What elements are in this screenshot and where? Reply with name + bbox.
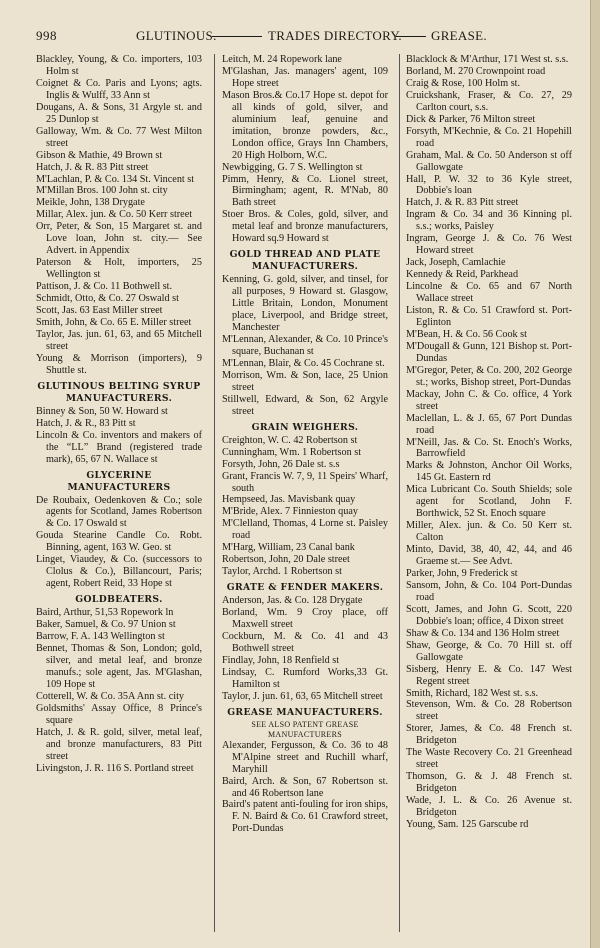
directory-entry: M'Dougall & Gunn, 121 Bishop st. Port-Dundas	[406, 340, 572, 364]
section-cross-reference: SEE ALSO PATENT GREASE MANUFACTURERS	[251, 719, 359, 739]
directory-entry: Hatch, J. & R. gold, silver, metal leaf, and bronze manufacturers, 83 Pitt street	[36, 726, 202, 762]
directory-entry: Goldsmiths' Assay Office, 8 Prince's square	[36, 702, 202, 726]
directory-entry: Schmidt, Otto, & Co. 27 Oswald st	[36, 293, 179, 305]
directory-entry: Alexander, Fergusson, & Co. 36 to 48 M'Alpine street and Ruchill wharf, Maryhill	[222, 739, 388, 775]
directory-entry: Graham, Mal. & Co. 50 Anderson st off Gallowgate	[406, 149, 572, 173]
directory-entry: Stoer Bros. & Coles, gold, silver, and metal leaf and bronze manufacturers, Howard sq.9 Howard st	[222, 209, 388, 245]
header-section-end: GREASE.	[431, 28, 487, 43]
directory-entry: Baker, Samuel, & Co. 97 Union st	[36, 619, 176, 631]
section-heading: GOLDBEATERS.	[75, 594, 163, 606]
directory-entry: Stevenson, Wm. & Co. 28 Robertson street	[406, 699, 572, 723]
section-heading: GRATE & FENDER MAKERS.	[226, 582, 384, 594]
directory-entry: Grant, Francis W. 7, 9, 11 Speirs' Wharf, south	[222, 470, 388, 494]
section-heading: GLYCERINE MANUFACTURERS	[67, 469, 171, 493]
directory-entry: Miller, Alex. jun. & Co. 50 Kerr st. Calton	[406, 520, 572, 544]
header-rule-left	[212, 36, 262, 37]
directory-entry: Millar, Alex. jun. & Co. 50 Kerr street	[36, 209, 193, 221]
directory-entry: Blackley, Young, & Co. importers, 103 Holm st	[36, 54, 202, 77]
directory-entry: Mackay, John C. & Co. office, 4 York street	[406, 388, 572, 412]
directory-entry: Baird's patent anti-fouling for iron ships, F. N. Baird & Co. 61 Crawford street, Port-Dundas	[222, 799, 388, 835]
directory-entry: Parker, John, 9 Frederick st	[406, 567, 518, 579]
directory-entry: Minto, David, 38, 40, 42, 44, and 46 Graeme st.— See Advt.	[406, 544, 572, 568]
directory-entry: Hempseed, Jas. Mavisbank quay	[222, 494, 356, 506]
directory-entry: Storer, James, & Co. 48 French st. Bridgeton	[406, 723, 572, 747]
directory-entry: Maclellan, L. & J. 65, 67 Port Dundas road	[406, 412, 572, 436]
directory-entry: Taylor, Archd. 1 Robertson st	[222, 566, 342, 578]
directory-entry: Cunningham, Wm. 1 Robertson st	[222, 446, 362, 458]
directory-entry: Ingram & Co. 34 and 36 Kinning pl. s.s.; works, Paisley	[406, 209, 572, 233]
header-title: TRADES DIRECTORY.	[268, 28, 402, 43]
directory-entry: Barrow, F. A. 143 Wellington st	[36, 631, 165, 643]
directory-entry: Cruickshank, Fraser, & Co. 27, 29 Carlton court, s.s.	[406, 89, 572, 113]
directory-entry: M'Neill, Jas. & Co. St. Enoch's Works, Barrowfield	[406, 436, 572, 460]
section-heading: GLUTINOUS BELTING SYRUP MANUFACTURERS.	[37, 380, 201, 404]
directory-entry: Stillwell, Edward, & Son, 62 Argyle street	[222, 393, 388, 417]
column-divider-1	[214, 54, 215, 932]
directory-entry: Hall, P. W. 32 to 36 Kyle street, Dobbie's loan	[406, 173, 572, 197]
directory-entry: Gibson & Mathie, 49 Brown st	[36, 149, 163, 161]
directory-entry: Jack, Joseph, Camlachie	[406, 257, 506, 269]
directory-entry: M'Lachlan, P. & Co. 134 St. Vincent st	[36, 173, 195, 185]
directory-entry: Sisberg, Henry E. & Co. 147 West Regent street	[406, 663, 572, 687]
directory-entry: Shaw, George, & Co. 70 Hill st. off Gallowgate	[406, 639, 572, 663]
directory-entry: Smith, Richard, 182 West st. s.s.	[406, 687, 538, 699]
directory-entry: M'Bean, H. & Co. 56 Cook st	[406, 328, 527, 340]
directory-entry: Wade, J. L. & Co. 26 Avenue st. Bridgeton	[406, 795, 572, 819]
directory-entry: Lincoln & Co. inventors and makers of the “LL” Brand (registered trade mark), 65, 67 N. Wallace st	[36, 429, 202, 465]
directory-entry: Young, Sam. 125 Garscube rd	[406, 819, 529, 830]
header-section-start: GLUTINOUS.	[136, 28, 217, 43]
directory-entry: Forsyth, M'Kechnie, & Co. 21 Hopehill road	[406, 125, 572, 149]
directory-entry: Borland, Wm. 9 Croy place, off Maxwell street	[222, 607, 388, 631]
directory-entry: Orr, Peter, & Son, 15 Margaret st. and Love loan, John st. city.— See Advert. in Appendix	[36, 221, 202, 257]
directory-entry: Livingston, J. R. 116 S. Portland street	[36, 762, 194, 774]
section-heading: GREASE MANUFACTURERS.	[227, 706, 383, 718]
directory-entry: Craig & Rose, 100 Holm st.	[406, 77, 521, 89]
directory-entry: Dick & Parker, 76 Milton street	[406, 113, 536, 125]
directory-entry: Gouda Stearine Candle Co. Robt. Binning, agent, 163 W. Geo. st	[36, 530, 202, 554]
column-1	[36, 54, 202, 774]
directory-entry: Ingram, George J. & Co. 76 West Howard street	[406, 233, 572, 257]
directory-entry: M'Gregor, Peter, & Co. 200, 202 George st.; works, Bishop street, Port-Dundas	[406, 364, 572, 388]
directory-entry: Hatch, J. & R. 83 Pitt street	[406, 197, 519, 209]
directory-entry: Borland, M. 270 Crownpoint road	[406, 65, 546, 77]
directory-entry: Cotterell, W. & Co. 35A Ann st. city	[36, 690, 185, 702]
directory-entry: M'Harg, William, 23 Canal bank	[222, 542, 355, 554]
directory-entry: Marks & Johnston, Anchor Oil Works, 145 Gt. Eastern rd	[406, 460, 572, 484]
directory-entry: Taylor, Jas. jun. 61, 63, and 65 Mitchell street	[36, 328, 202, 352]
column-2	[222, 54, 388, 835]
directory-entry: Forsyth, John, 26 Dale st. s.s	[222, 458, 340, 470]
directory-entry: Anderson, Jas. & Co. 128 Drygate	[222, 595, 363, 607]
directory-entry: The Waste Recovery Co. 21 Greenhead street	[406, 747, 572, 771]
directory-entry: Meikle, John, 138 Drygate	[36, 197, 145, 209]
directory-entry: Scott, Jas. 63 East Miller street	[36, 305, 163, 317]
section-heading: GOLD THREAD AND PLATE MANUFACTURERS.	[229, 249, 381, 273]
directory-entry: Hatch, J. & R. 83 Pitt street	[36, 161, 149, 173]
directory-entry: De Roubaix, Oedenkoven & Co.; sole agents for Scotland, James Robertson & Co. 17 Oswald st	[36, 494, 202, 530]
directory-entry: Binney & Son, 50 W. Howard st	[36, 405, 168, 417]
directory-entry: Baird, Arch. & Son, 67 Robertson st. and 46 Robertson lane	[222, 775, 388, 799]
directory-entry: Shaw & Co. 134 and 136 Holm street	[406, 627, 560, 639]
directory-entry: Thomson, G. & J. 48 French st. Bridgeton	[406, 771, 572, 795]
directory-entry: Creighton, W. C. 42 Robertson st	[222, 434, 358, 446]
directory-entry: Mica Lubricant Co. South Shields; sole agent for Scotland, John F. Borthwick, 52 St. Enoch square	[406, 484, 572, 520]
directory-entry: Dougans, A. & Sons, 31 Argyle st. and 25 Dunlop st	[36, 101, 202, 125]
directory-entry: Kennedy & Reid, Parkhead	[406, 269, 519, 281]
directory-entry: Smith, John, & Co. 65 E. Miller street	[36, 316, 192, 328]
page-number: 998	[36, 28, 57, 43]
adjacent-page-edge	[590, 0, 600, 948]
directory-entry: Coignet & Co. Paris and Lyons; agts. Inglis & Wulff, 33 Ann st	[36, 77, 202, 101]
directory-entry: Newbigging, G. 7 S. Wellington st	[222, 161, 363, 173]
directory-entry: Kenning, G. gold, silver, and tinsel, for all purposes, 9 Howard st. Glasgow, Little Britain, London, Monument place, Liverpool, and Bridge street, Manchester	[222, 274, 388, 334]
header-rule-right	[396, 36, 426, 37]
directory-entry: Scott, James, and John G. Scott, 220 Dobbie's loan; office, 4 Dixon street	[406, 603, 572, 627]
directory-entry: Leitch, M. 24 Ropework lane	[222, 54, 342, 65]
directory-entry: M'Clelland, Thomas, 4 Lorne st. Paisley road	[222, 518, 388, 542]
directory-entry: Lindsay, C. Rumford Works,33 Gt. Hamilton st	[222, 666, 388, 690]
directory-entry: M'Lennan, Blair, & Co. 45 Cochrane st.	[222, 357, 385, 369]
column-divider-2	[399, 54, 400, 932]
page-header	[36, 28, 588, 44]
directory-entry: Pattison, J. & Co. 11 Bothwell st.	[36, 281, 173, 293]
directory-entry: Bennet, Thomas & Son, London; gold, silver, and metal leaf, and bronze manufs.; sole agent, Jas. M'Glashan, 109 Hope st	[36, 642, 202, 690]
directory-entry: Young & Morrison (importers), 9 Shuttle st.	[36, 352, 202, 376]
directory-entry: M'Glashan, Jas. managers' agent, 109 Hope street	[222, 65, 388, 89]
directory-entry: Mason Bros.& Co.17 Hope st. depot for all kinds of gold, silver, and aluminium leaf, genuine and imitation, bronze powders, &c., London office, Grays Inn Chambers, 20 High Holborn, W.C.	[222, 89, 388, 161]
directory-entry: Sansom, John, & Co. 104 Port-Dundas road	[406, 579, 572, 603]
directory-entry: Cockburn, M. & Co. 41 and 43 Bothwell street	[222, 630, 388, 654]
section-heading: GRAIN WEIGHERS.	[251, 421, 359, 433]
directory-entry: Galloway, Wm. & Co. 77 West Milton street	[36, 125, 202, 149]
directory-entry: Paterson & Holt, importers, 25 Wellington st	[36, 257, 202, 281]
column-3	[406, 54, 572, 831]
directory-entry: Taylor, J. jun. 61, 63, 65 Mitchell street	[222, 690, 383, 702]
directory-entry: Findlay, John, 18 Renfield st	[222, 654, 340, 666]
directory-entry: Lincolne & Co. 65 and 67 North Wallace street	[406, 281, 572, 305]
directory-entry: Linget, Viaudey, & Co. (successors to Clolus & Co.), Billancourt, Paris; agent, Robert Reid, 33 Hope st	[36, 554, 202, 590]
directory-entry: Blacklock & M'Arthur, 171 West st. s.s.	[406, 54, 569, 65]
directory-entry: Baird, Arthur, 51,53 Ropework ln	[36, 607, 174, 619]
directory-entry: M'Bride, Alex. 7 Finnieston quay	[222, 506, 358, 518]
directory-entry: Hatch, J. & R., 83 Pitt st	[36, 417, 136, 429]
directory-entry: Liston, R. & Co. 51 Crawford st. Port-Eglinton	[406, 305, 572, 328]
directory-entry: Pimm, Henry, & Co. Lionel street, Birmingham; agent, R. M'Nab, 80 Bath street	[222, 173, 388, 209]
directory-entry: M'Millan Bros. 100 John st. city	[36, 185, 168, 197]
directory-entry: Robertson, John, 20 Dale street	[222, 554, 350, 566]
directory-entry: Morrison, Wm. & Son, lace, 25 Union street	[222, 369, 388, 393]
directory-entry: M'Lennan, Alexander, & Co. 10 Prince's square, Buchanan st	[222, 334, 388, 357]
